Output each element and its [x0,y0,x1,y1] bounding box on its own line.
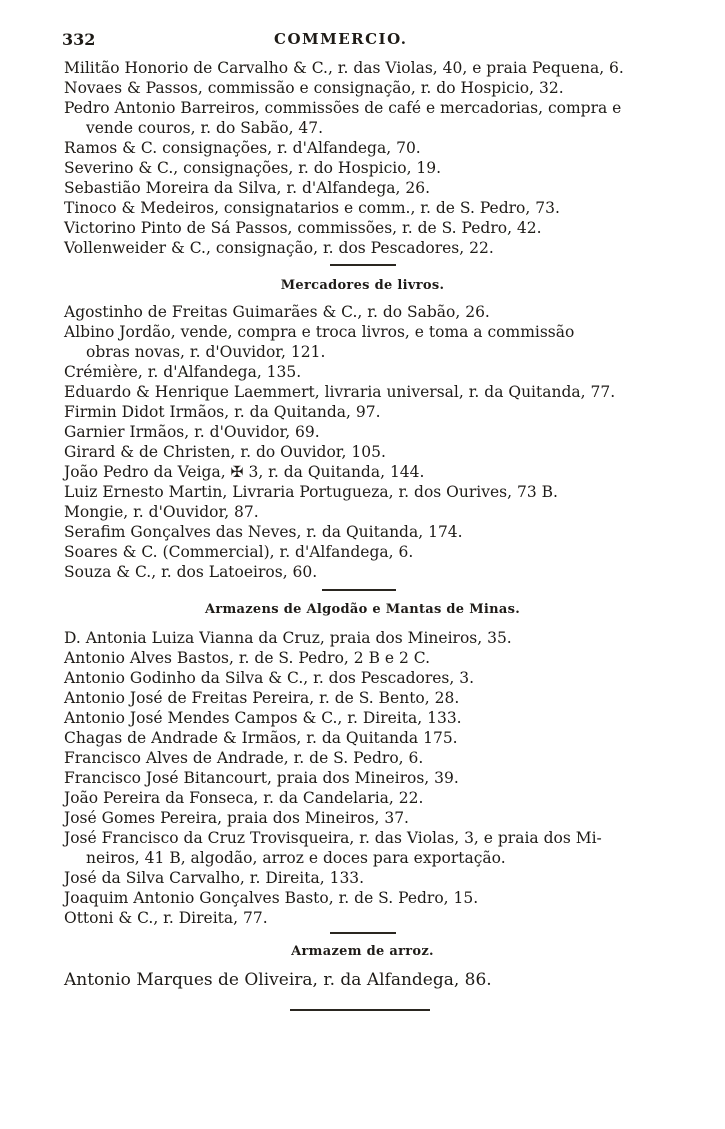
list-item: Antonio José Mendes Campos & C., r. Direita, 133. [64,709,462,727]
list-item-continuation: neiros, 41 B, algodão, arroz e doces para exportação. [86,849,506,867]
list-item: Tinoco & Medeiros, consignatarios e comm., r. de S. Pedro, 73. [64,199,560,217]
list-item-continuation: obras novas, r. d'Ouvidor, 121. [86,343,326,361]
list-item: Antonio José de Freitas Pereira, r. de S. Bento, 28. [64,689,460,707]
list-item: Antonio Godinho da Silva & C., r. dos Pescadores, 3. [64,669,475,687]
list-item: D. Antonia Luiza Vianna da Cruz, praia dos Mineiros, 35. [64,629,512,647]
list-item: Victorino Pinto de Sá Passos, commissões, r. de S. Pedro, 42. [64,219,542,237]
section-divider [330,264,396,266]
section-divider [290,1009,430,1011]
list-item: Ottoni & C., r. Direita, 77. [64,909,268,927]
list-item: Chagas de Andrade & Irmãos, r. da Quitanda 175. [64,729,458,747]
list-item: Antonio Alves Bastos, r. de S. Pedro, 2 B e 2 C. [64,649,431,667]
list-item: Francisco José Bitancourt, praia dos Mineiros, 39. [64,769,459,787]
list-item: Luiz Ernesto Martin, Livraria Portugueza, r. dos Ourives, 73 B. [64,483,558,501]
list-item: Antonio Marques de Oliveira, r. da Alfandega, 86. [64,970,492,990]
list-item: Sebastião Moreira da Silva, r. d'Alfandega, 26. [64,179,431,197]
list-item: Crémière, r. d'Alfandega, 135. [64,363,302,381]
list-item: Joaquim Antonio Gonçalves Basto, r. de S. Pedro, 15. [64,889,479,907]
list-item: Albino Jordão, vende, compra e troca livros, e toma a commissão [64,323,575,341]
list-item: João Pedro da Veiga, ✠ 3, r. da Quitanda, 144. [64,463,425,481]
list-item: Vollenweider & C., consignação, r. dos Pescadores, 22. [64,239,494,257]
section-divider [330,932,396,934]
section-title: Mercadores de livros. [280,278,445,293]
list-item: Garnier Irmãos, r. d'Ouvidor, 69. [64,423,320,441]
list-item: José Francisco da Cruz Trovisqueira, r. das Violas, 3, e praia dos Mi- [64,829,602,847]
page-number: 332 [62,30,96,49]
list-item: Soares & C. (Commercial), r. d'Alfandega, 6. [64,543,414,561]
list-item: Firmin Didot Irmãos, r. da Quitanda, 97. [64,403,381,421]
section-divider [322,589,396,591]
running-title: COMMERCIO. [274,30,408,48]
list-item: Severino & C., consignações, r. do Hospicio, 19. [64,159,442,177]
list-item: Francisco Alves de Andrade, r. de S. Pedro, 6. [64,749,424,767]
list-item: Militão Honorio de Carvalho & C., r. das Violas, 40, e praia Pequena, 6. [64,59,624,77]
list-item-continuation: vende couros, r. do Sabão, 47. [86,119,324,137]
page-header [62,30,662,54]
list-item: Pedro Antonio Barreiros, commissões de café e mercadorias, compra e [64,99,622,117]
section-title: Armazem de arroz. [291,944,434,959]
list-item: Serafim Gonçalves das Neves, r. da Quitanda, 174. [64,523,463,541]
list-item: Girard & de Christen, r. do Ouvidor, 105. [64,443,386,461]
list-item: Souza & C., r. dos Latoeiros, 60. [64,563,318,581]
section-title: Armazens de Algodão e Mantas de Minas. [204,602,521,617]
list-item: José da Silva Carvalho, r. Direita, 133. [64,869,365,887]
list-item: Agostinho de Freitas Guimarães & C., r. do Sabão, 26. [64,303,490,321]
list-item: Eduardo & Henrique Laemmert, livraria universal, r. da Quitanda, 77. [64,383,616,401]
list-item: Novaes & Passos, commissão e consignação, r. do Hospicio, 32. [64,79,564,97]
list-item: Ramos & C. consignações, r. d'Alfandega, 70. [64,139,421,157]
list-item: Mongie, r. d'Ouvidor, 87. [64,503,259,521]
list-item: José Gomes Pereira, praia dos Mineiros, 37. [64,809,409,827]
list-item: João Pereira da Fonseca, r. da Candelaria, 22. [64,789,424,807]
